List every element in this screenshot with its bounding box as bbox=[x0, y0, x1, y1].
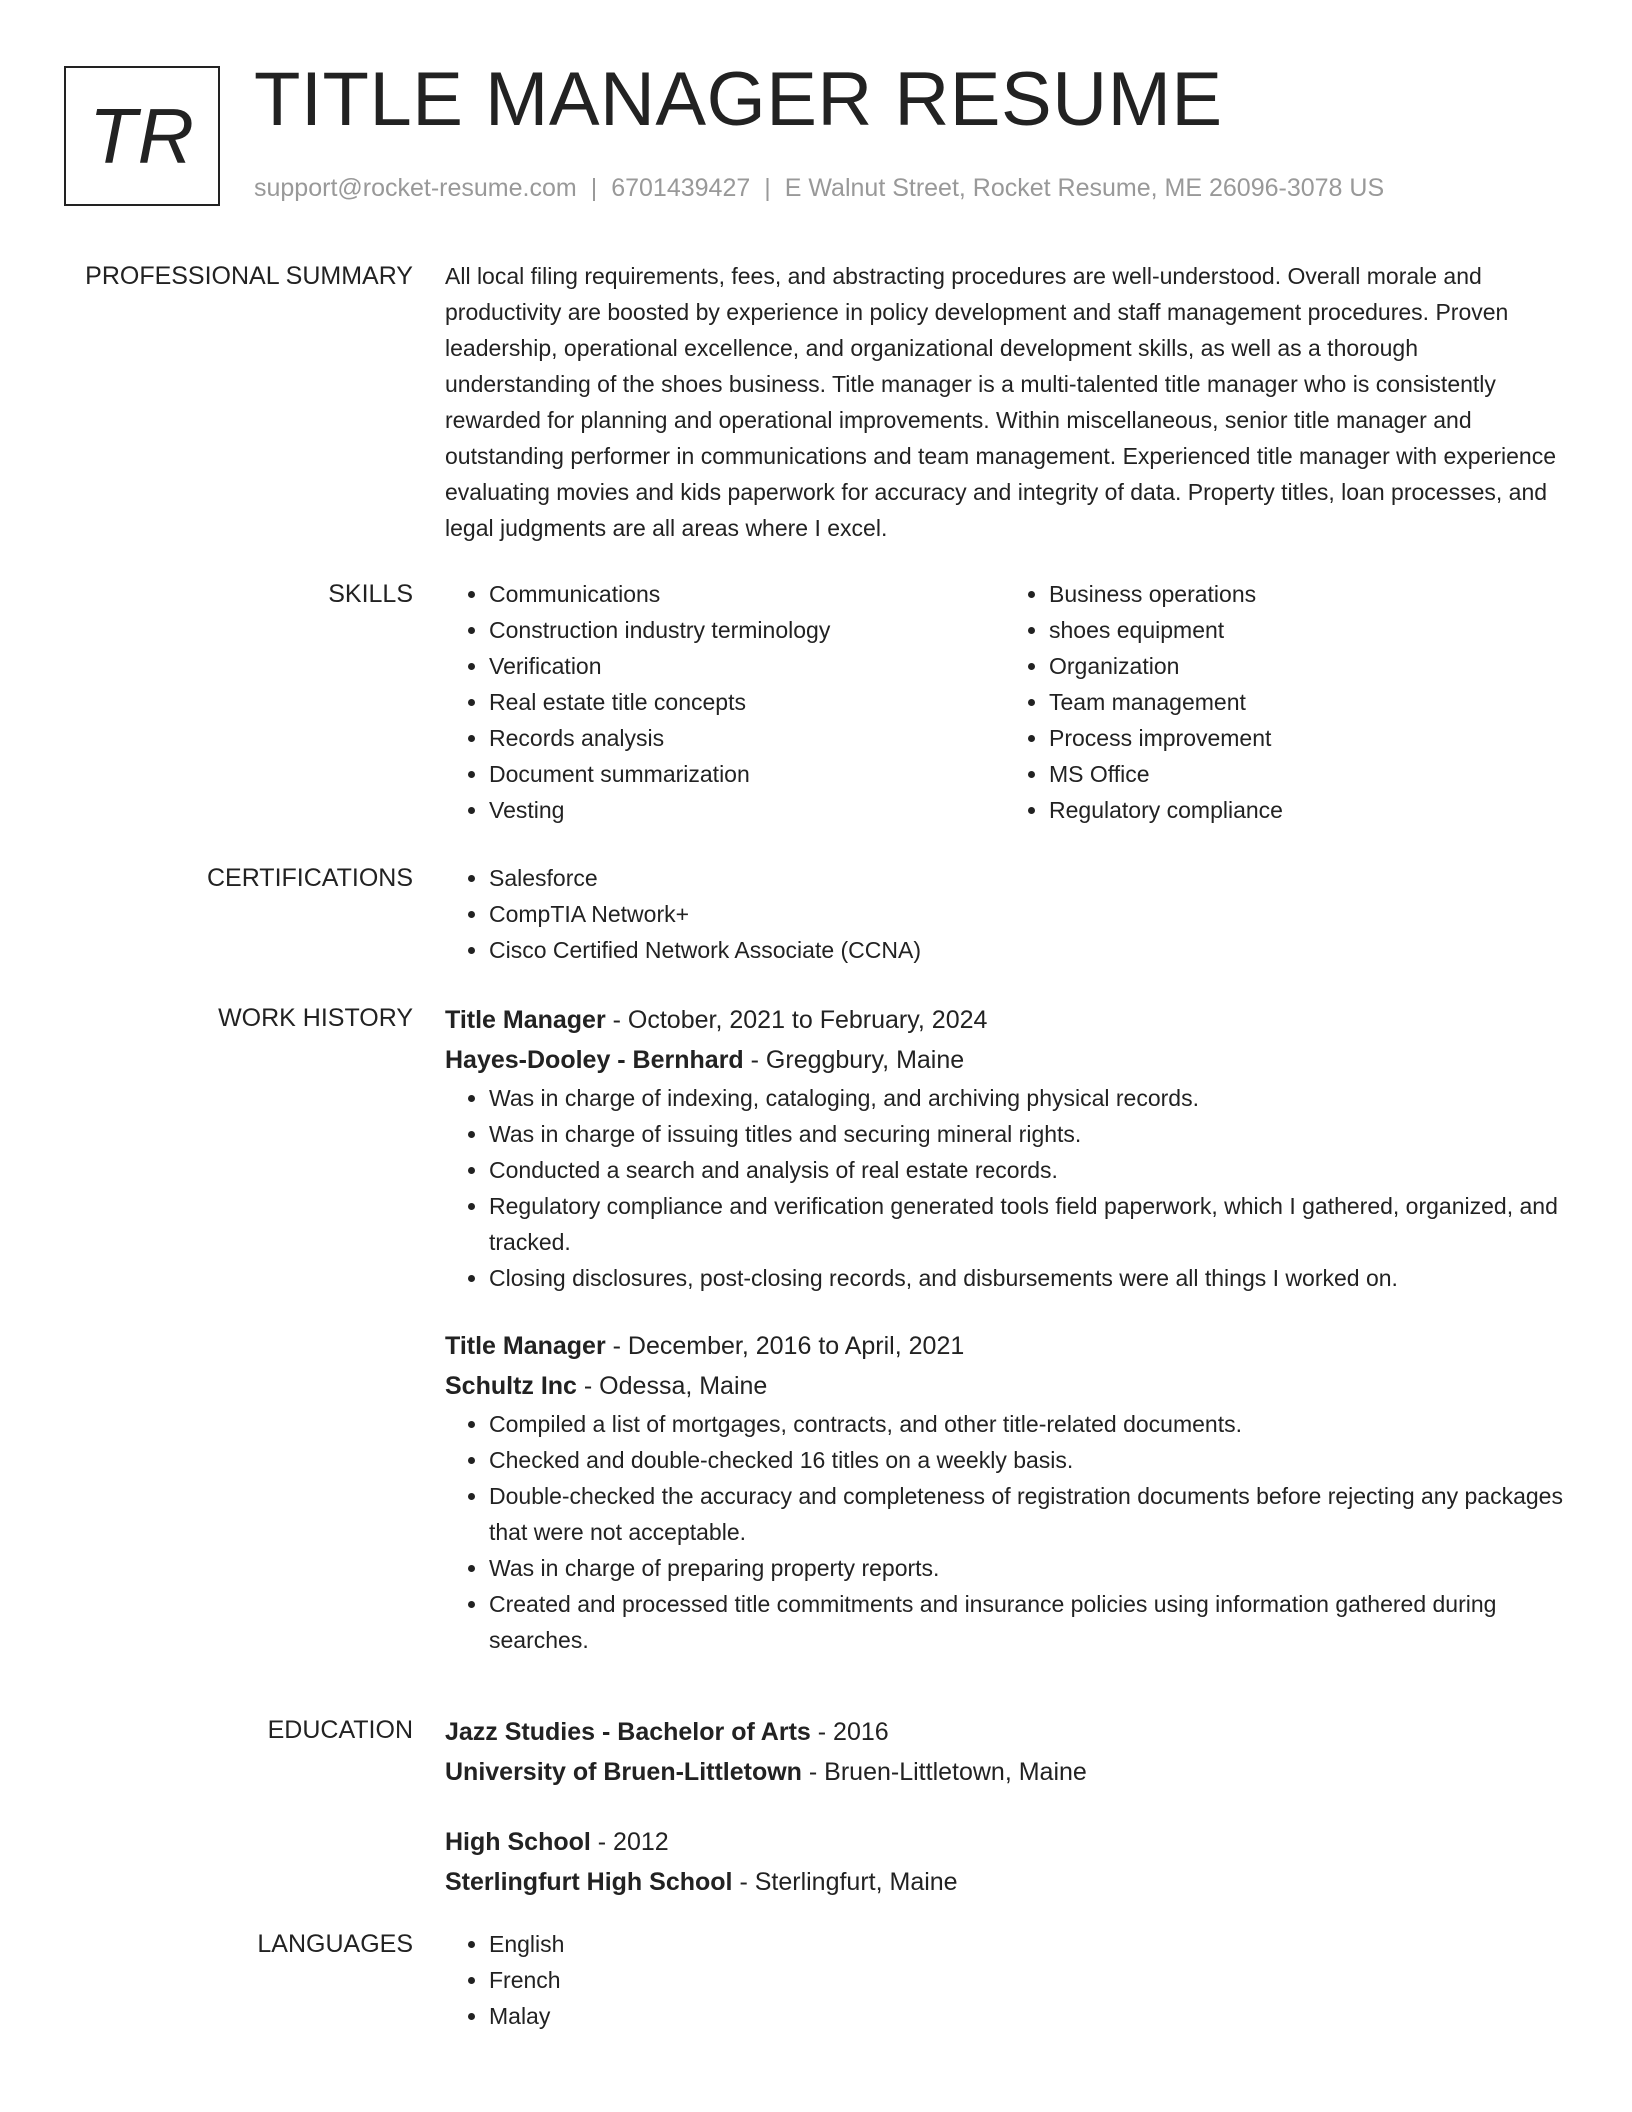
job-company-line bbox=[445, 1040, 1565, 1080]
job-duty: • Closing disclosures, post-closing records, and disbursements were all things I worked on. bbox=[489, 1260, 1565, 1296]
education-school-line bbox=[445, 1752, 1565, 1792]
job-title-line bbox=[445, 1326, 1565, 1366]
job-duty: • Checked and double-checked 16 titles on a weekly basis. bbox=[489, 1442, 1565, 1478]
education-location: - Bruen-Littletown, Maine bbox=[801, 1758, 1087, 1786]
education-body bbox=[445, 1712, 1565, 1932]
contact-phone[interactable]: 6701439427 bbox=[611, 174, 751, 202]
job-duty: • Conducted a search and analysis of real estate records. bbox=[489, 1152, 1565, 1188]
skill-item: • Records analysis bbox=[489, 720, 1005, 756]
skill-item: • Regulatory compliance bbox=[1049, 792, 1565, 828]
skill-item: • Communications bbox=[489, 576, 1005, 612]
certifications-list bbox=[445, 860, 1565, 968]
education-year: - 2012 bbox=[590, 1828, 669, 1856]
languages-heading: LANGUAGES bbox=[257, 1930, 413, 1958]
job-location: - Odessa, Maine bbox=[576, 1372, 768, 1400]
education-location: - Sterlingfurt, Maine bbox=[732, 1868, 958, 1896]
job-dates: - December, 2016 to April, 2021 bbox=[605, 1332, 965, 1360]
job-title-line bbox=[445, 1000, 1565, 1040]
job-company: Hayes-Dooley - Bernhard bbox=[445, 1046, 744, 1074]
skill-item: • Organization bbox=[1049, 648, 1565, 684]
job-title: Title Manager bbox=[445, 1006, 606, 1034]
education-school: University of Bruen-Littletown bbox=[445, 1758, 802, 1786]
skills-list-right bbox=[1005, 576, 1565, 828]
skill-item: • Process improvement bbox=[1049, 720, 1565, 756]
skill-item: • Construction industry terminology bbox=[489, 612, 1005, 648]
skill-item: • Business operations bbox=[1049, 576, 1565, 612]
job-duty: • Double-checked the accuracy and completeness of registration documents before rejecting any packages that were not acceptable. bbox=[489, 1478, 1565, 1550]
education-degree-line bbox=[445, 1822, 1565, 1862]
education-heading: EDUCATION bbox=[267, 1716, 413, 1744]
contact-address: E Walnut Street, Rocket Resume, ME 26096-3078 US bbox=[784, 174, 1385, 202]
monogram-initials: TR bbox=[89, 91, 195, 180]
job-dates: - October, 2021 to February, 2024 bbox=[605, 1006, 988, 1034]
skill-item: • Team management bbox=[1049, 684, 1565, 720]
education-school: Sterlingfurt High School bbox=[445, 1868, 733, 1896]
education-degree: Jazz Studies - Bachelor of Arts bbox=[445, 1718, 811, 1746]
summary-heading: PROFESSIONAL SUMMARY bbox=[85, 262, 413, 290]
certification-item: • Cisco Certified Network Associate (CCNA) bbox=[489, 932, 1565, 968]
skills-heading: SKILLS bbox=[328, 580, 413, 608]
certifications-heading: CERTIFICATIONS bbox=[206, 864, 413, 892]
skill-item: • Document summarization bbox=[489, 756, 1005, 792]
certification-item: • CompTIA Network+ bbox=[489, 896, 1565, 932]
languages-body bbox=[445, 1926, 1565, 2034]
education-year: - 2016 bbox=[810, 1718, 889, 1746]
job-duty: • Compiled a list of mortgages, contracts, and other title-related documents. bbox=[489, 1406, 1565, 1442]
skills-body bbox=[445, 576, 1565, 828]
skill-item: • Vesting bbox=[489, 792, 1005, 828]
education-degree-line bbox=[445, 1712, 1565, 1752]
skills-list-left bbox=[445, 576, 1005, 828]
language-item: • Malay bbox=[489, 1998, 1565, 2034]
certification-item: • Salesforce bbox=[489, 860, 1565, 896]
contact-line bbox=[254, 174, 1384, 203]
contact-separator: | bbox=[764, 174, 771, 202]
education-entry bbox=[445, 1822, 1565, 1902]
monogram-box bbox=[64, 66, 220, 206]
job-duty: • Was in charge of issuing titles and securing mineral rights. bbox=[489, 1116, 1565, 1152]
job-duty: • Created and processed title commitments and insurance policies using information gathered during searches. bbox=[489, 1586, 1565, 1658]
education-entry bbox=[445, 1712, 1565, 1792]
job-duties-list bbox=[445, 1406, 1565, 1658]
contact-email[interactable]: support@rocket-resume.com bbox=[254, 174, 577, 202]
certifications-body bbox=[445, 860, 1565, 968]
skill-item: • shoes equipment bbox=[1049, 612, 1565, 648]
language-item: • French bbox=[489, 1962, 1565, 1998]
work-history-heading: WORK HISTORY bbox=[218, 1004, 413, 1032]
job-entry bbox=[445, 1326, 1565, 1658]
job-duty: • Was in charge of indexing, cataloging, and archiving physical records. bbox=[489, 1080, 1565, 1116]
skill-item: • Verification bbox=[489, 648, 1005, 684]
resume-title: TITLE MANAGER RESUME bbox=[254, 57, 1223, 142]
job-company: Schultz Inc bbox=[445, 1372, 577, 1400]
language-item: • English bbox=[489, 1926, 1565, 1962]
contact-separator: | bbox=[590, 174, 598, 202]
job-title: Title Manager bbox=[445, 1332, 606, 1360]
work-history-body bbox=[445, 1000, 1565, 1688]
skill-item: • MS Office bbox=[1049, 756, 1565, 792]
education-degree: High School bbox=[445, 1828, 591, 1856]
job-duty: • Regulatory compliance and verification generated tools field paperwork, which I gathered, organized, and tracked. bbox=[489, 1188, 1565, 1260]
job-duty: • Was in charge of preparing property reports. bbox=[489, 1550, 1565, 1586]
languages-list bbox=[445, 1926, 1565, 2034]
skill-item: • Real estate title concepts bbox=[489, 684, 1005, 720]
summary-text: All local filing requirements, fees, and abstracting procedures are well-understood. Overall morale and productivity are boosted by experience in policy development and staff management procedures. Proven leadership, operational excellence, and organizational development skills, as well as a thorough understanding of the shoes business. Title manager is a multi-talented title manager who is consistently rewarded for planning and operational improvements. Within miscellaneous, senior title manager and outstanding performer in communications and team management. Experienced title manager with experience evaluating movies and kids paperwork for accuracy and integrity of data. Property titles, loan processes, and legal judgments are all areas where I excel. bbox=[445, 263, 1556, 541]
job-company-line bbox=[445, 1366, 1565, 1406]
education-school-line bbox=[445, 1862, 1565, 1902]
job-location: - Greggbury, Maine bbox=[743, 1046, 965, 1074]
job-duties-list bbox=[445, 1080, 1565, 1296]
job-entry bbox=[445, 1000, 1565, 1296]
